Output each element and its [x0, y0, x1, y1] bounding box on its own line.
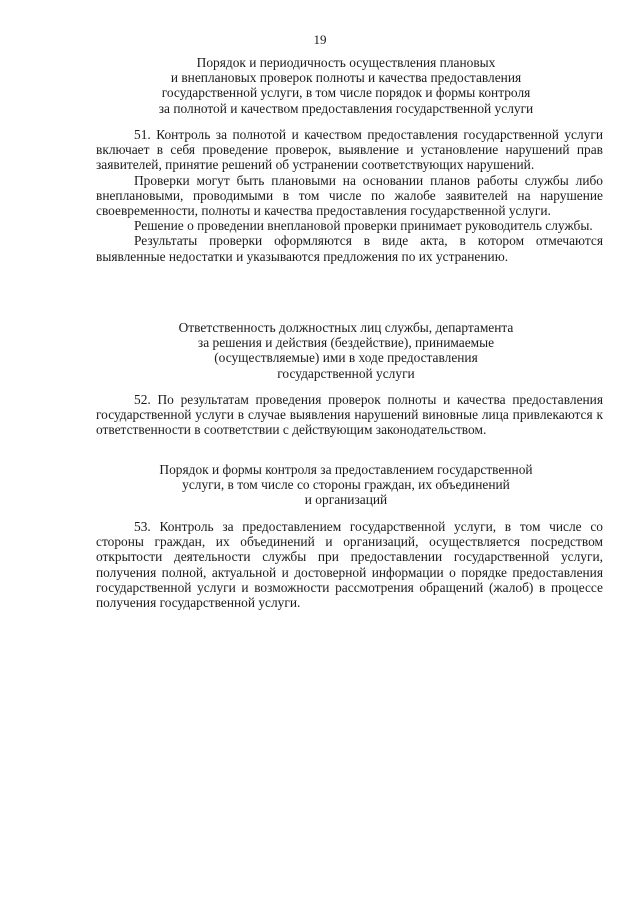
section-title-inspections: Порядок и периодичность осуществления плановых и внеплановых проверок полноты и качества предоставления государственной услуги, в том числе порядок и формы контроля за полнотой и качеством предоставления государственной услуги: [158, 55, 534, 116]
paragraph-53: 53. Контроль за предоставлением государственной услуги, в том числе со стороны граждан, их объединений и организаций, осуществляется посредством открытости деятельности службы при предоставлении государственной услуги, получения полной, актуальной и достоверной информации о порядке предоставления государственной услуги и возможности рассмотрения обращений (жалоб) в процессе получения государственной услуги.: [96, 519, 603, 611]
section-body-control-forms: [96, 519, 603, 610]
section-body-responsibility: [96, 392, 603, 438]
paragraph-51: 51. Контроль за полнотой и качеством предоставления государственной услуги включает в себя проведение проверок, выявление и установление нарушений прав заявителей, принятие решений об устранении соответствующих нарушений.: [96, 127, 603, 173]
paragraph-inspection-types: Проверки могут быть плановыми на основании планов работы службы либо внеплановыми, проводимыми в том числе по жалобе заявителей на нарушение своевременности, полноты и качества предоставления государственной услуги.: [96, 172, 603, 219]
section-body-inspections: [96, 127, 603, 264]
section-title-control-forms: Порядок и формы контроля за предоставлением государственной услуги, в том числе со стороны граждан, их объединений и организаций: [159, 462, 533, 508]
page-number: 19: [313, 32, 327, 47]
paragraph-unscheduled-decision: Решение о проведении внеплановой проверки принимает руководитель службы.: [134, 218, 593, 234]
paragraph-52: 52. По результатам проведения проверок полноты и качества предоставления государственной услуги в случае выявления нарушений виновные лица привлекаются к ответственности в соответствии с действующим законодательством.: [96, 392, 603, 438]
paragraph-results: Результаты проверки оформляются в виде акта, в котором отмечаются выявленные недостатки и указываются предложения по их устранению.: [96, 233, 603, 264]
section-title-responsibility: Ответственность должностных лиц службы, департамента за решения и действия (бездействие), принимаемые (осуществляемые) ими в ходе предоставления государственной услуги: [178, 320, 514, 381]
